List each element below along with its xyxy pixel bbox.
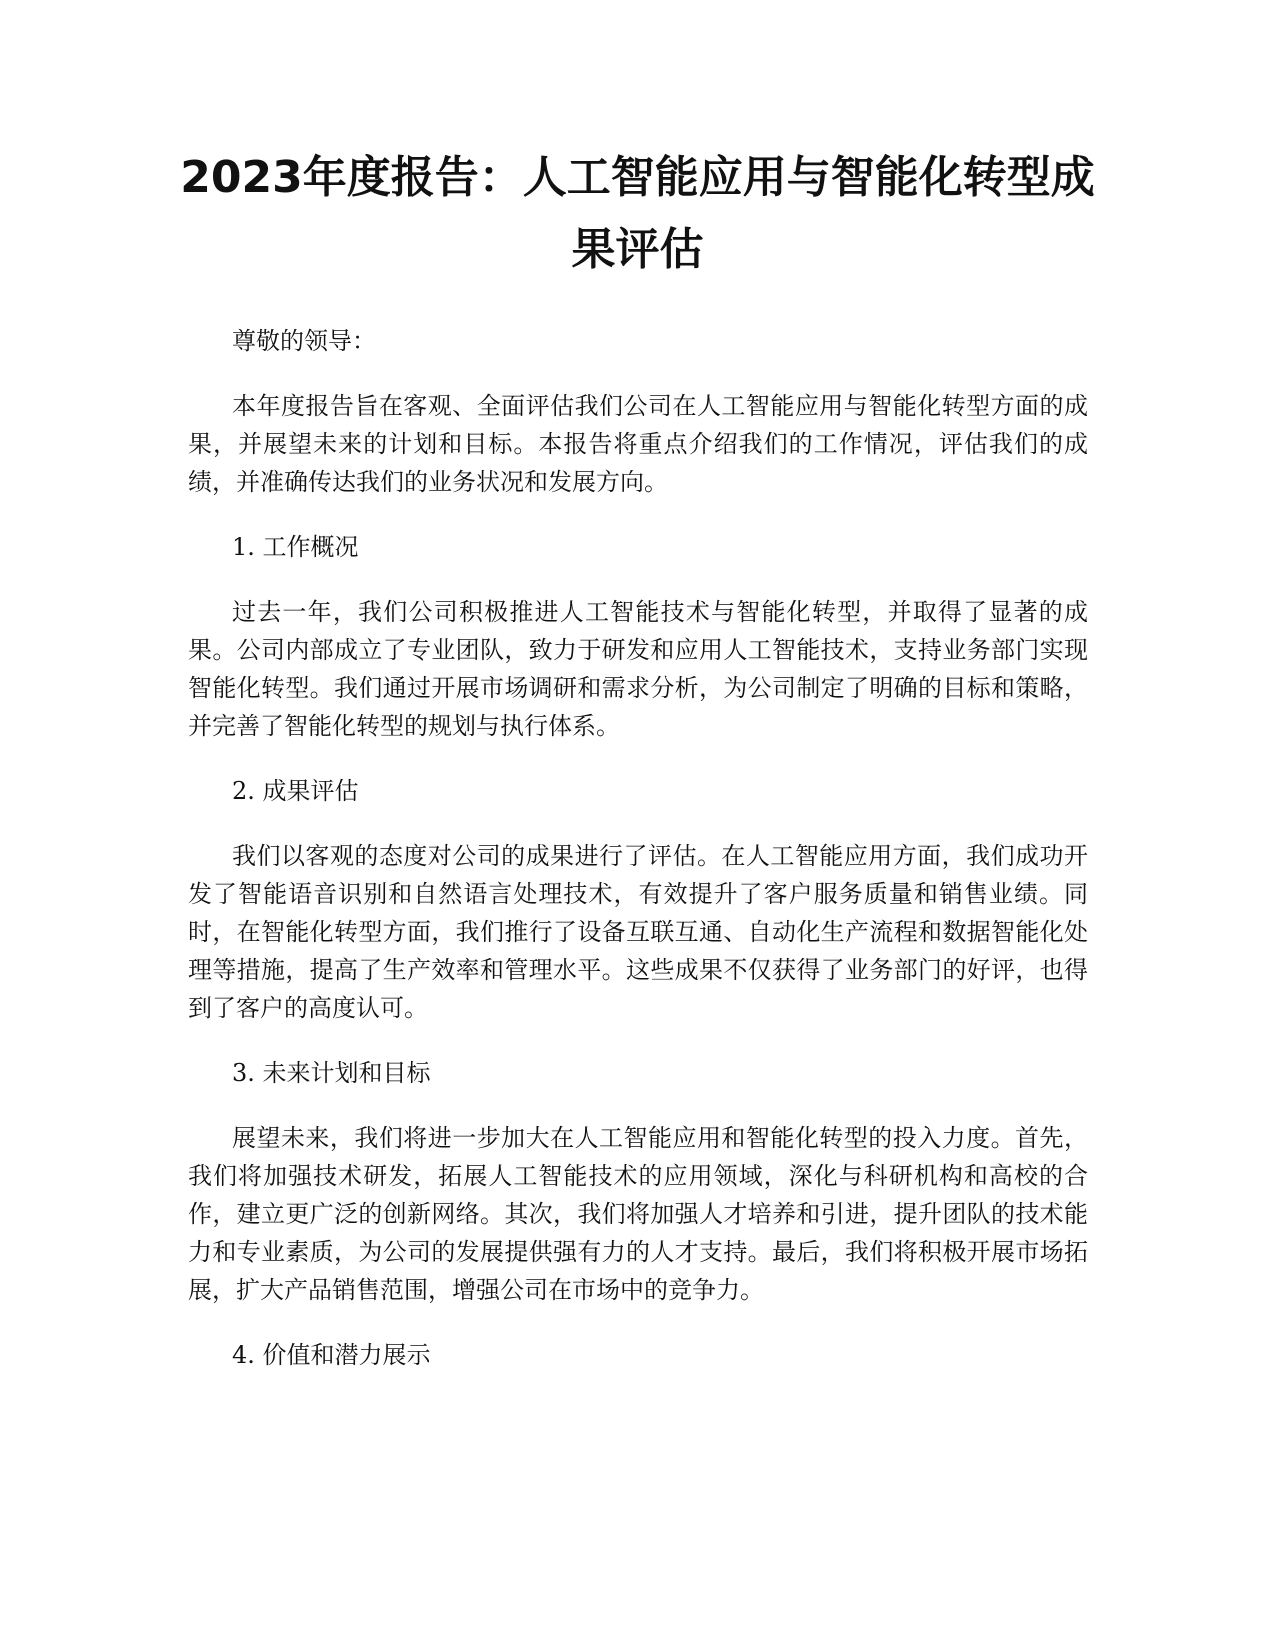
salutation: 尊敬的领导： bbox=[232, 327, 376, 355]
section-heading-2: 2. 成果评估 bbox=[232, 777, 359, 805]
section-text-2: 我们以客观的态度对公司的成果进行了评估。在人工智能应用方面，我们成功开发了智能语音识别和自然语言处理技术，有效提升了客户服务质量和销售业绩。同时，在智能化转型方面，我们推行了设备互联互通、自动化生产流程和数据智能化处理等措施，提高了生产效率和管理水平。这些成果不仅获得了业务部门的好评，也得到了客户的高度认可。 bbox=[188, 842, 1088, 1022]
section-text-3: 展望未来，我们将进一步加大在人工智能应用和智能化转型的投入力度。首先，我们将加强技术研发，拓展人工智能技术的应用领域，深化与科研机构和高校的合作，建立更广泛的创新网络。其次，我们将加强人才培养和引进，提升团队的技术能力和专业素质，为公司的发展提供强有力的人才支持。最后，我们将积极开展市场拓展，扩大产品销售范围，增强公司在市场中的竞争力。 bbox=[188, 1124, 1088, 1304]
document-title: 2023年度报告：人工智能应用与智能化转型成果评估 bbox=[180, 152, 1095, 275]
intro-paragraph: 本年度报告旨在客观、全面评估我们公司在人工智能应用与智能化转型方面的成果，并展望未来的计划和目标。本报告将重点介绍我们的工作情况，评估我们的成绩，并准确传达我们的业务状况和发展方向。 bbox=[188, 392, 1088, 496]
section-heading-4: 4. 价值和潜力展示 bbox=[232, 1341, 431, 1369]
document-body bbox=[188, 322, 1088, 1401]
section-heading-3: 3. 未来计划和目标 bbox=[232, 1059, 431, 1087]
section-text-1: 过去一年，我们公司积极推进人工智能技术与智能化转型，并取得了显著的成果。公司内部成立了专业团队，致力于研发和应用人工智能技术，支持业务部门实现智能化转型。我们通过开展市场调研和需求分析，为公司制定了明确的目标和策略，并完善了智能化转型的规划与执行体系。 bbox=[188, 598, 1088, 740]
section-heading-1: 1. 工作概况 bbox=[232, 533, 359, 561]
